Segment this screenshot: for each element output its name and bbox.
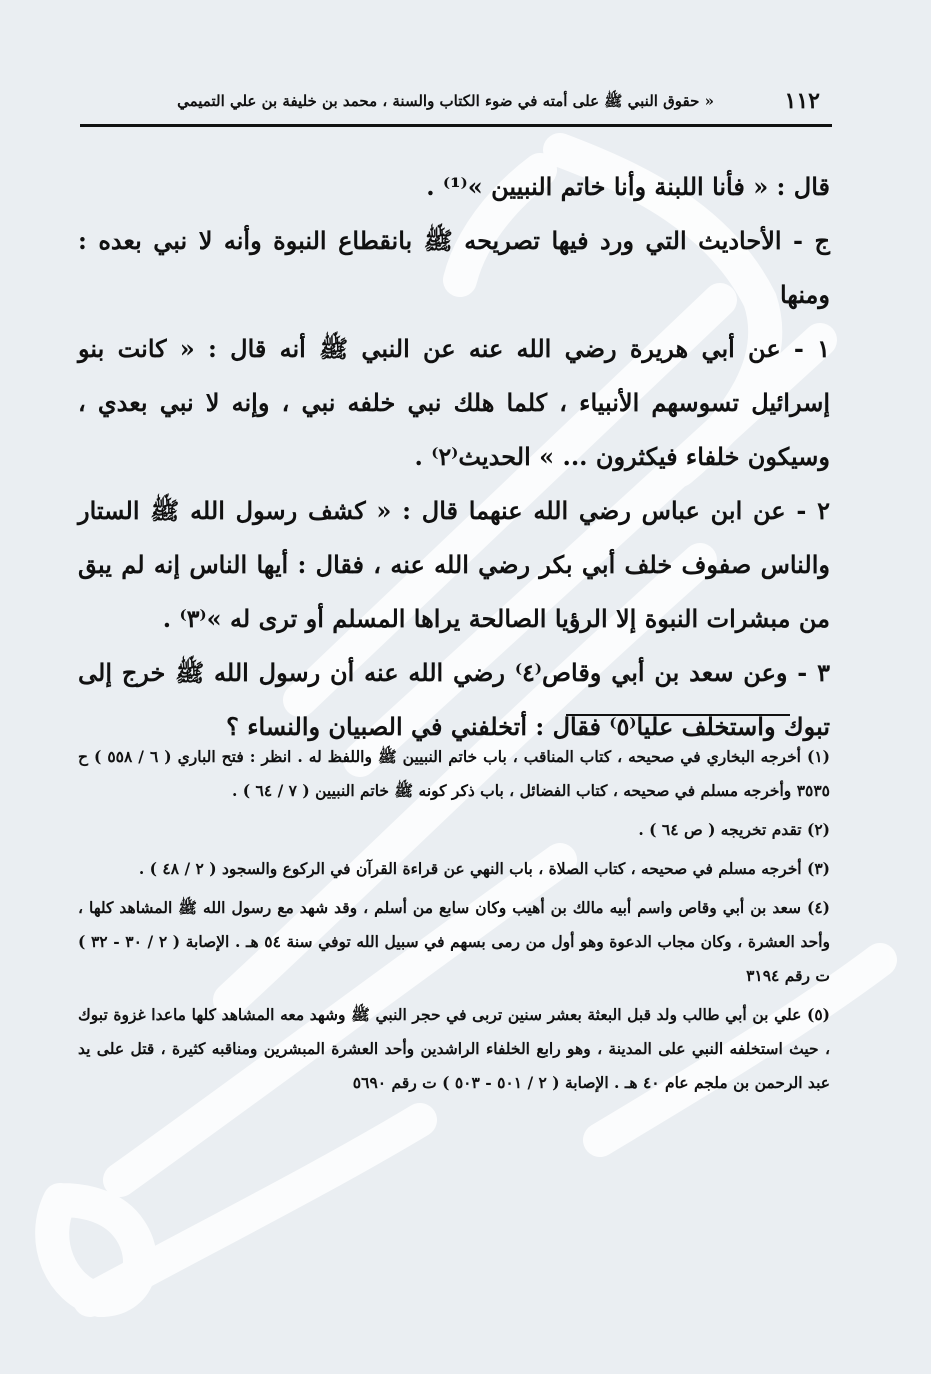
paragraph: قال : « فأنا اللبنة وأنا خاتم النبيين »⁽¹⁾ . xyxy=(426,172,830,201)
footnote-separator xyxy=(566,714,790,716)
footnote-2: (٢) تقدم تخريجه ( ص ٦٤ ) . xyxy=(638,820,830,839)
page-number: ١١٢ xyxy=(784,88,820,114)
footnote-1: (١) أخرجه البخاري في صحيحه ، كتاب المناقب ، باب خاتم النبيين ﷺ واللفظ له . انظر : فتح الباري ( ٦ / ٥٥٨ ) ح ٣٥٣٥ وأخرجه مسلم في صحيحه ، كتاب الفضائل ، باب ذكر كونه ﷺ خاتم النبيين ( ٧ / ٦٤ ) . xyxy=(78,747,830,800)
footnote-4: (٤) سعد بن أبي وقاص واسم أبيه مالك بن أهيب وكان سابع من أسلم ، وقد شهد مع رسول الله ﷺ المشاهد كلها ، وأحد العشرة ، وكان مجاب الدعوة وهو أول من رمى بسهم في سبيل الله توفي سنة ٥٤ هـ . الإصابة ( ٢ / ٣٠ - ٣٢ ) ت رقم ٣١٩٤ xyxy=(78,898,830,985)
hadith-item-1: ١ - عن أبي هريرة رضي الله عنه عن النبي ﷺ أنه قال : « كانت بنو إسرائيل تسوسهم الأنبياء ، كلما هلك نبي خلفه نبي ، وإنه لا نبي بعدي ، وسيكون خلفاء فيكثرون ... » الحديث⁽٢⁾ . xyxy=(78,334,830,471)
running-header xyxy=(80,86,832,126)
footnotes xyxy=(78,740,830,1105)
running-title: « حقوق النبي ﷺ على أمته في ضوء الكتاب والسنة ، محمد بن خليفة بن علي التميمي xyxy=(177,92,714,110)
main-text xyxy=(78,160,830,754)
paragraph: ج - الأحاديث التي ورد فيها تصريحه ﷺ بانقطاع النبوة وأنه لا نبي بعده : ومنها xyxy=(78,226,831,309)
footnote-3: (٣) أخرجه مسلم في صحيحه ، كتاب الصلاة ، باب النهي عن قراءة القرآن في الركوع والسجود ( ٢ / ٤٨ ) . xyxy=(138,859,830,878)
footnote-5: (٥) علي بن أبي طالب ولد قبل البعثة بعشر سنين تربى في حجر النبي ﷺ وشهد معه المشاهد كلها ماعدا غزوة تبوك ، حيث استخلفه النبي على المدينة ، وهو رابع الخلفاء الراشدين وأحد العشرة المبشرين ومناقبه كثيرة ، قتل على يد عبد الرحمن بن ملجم عام ٤٠ هـ . الإصابة ( ٢ / ٥٠١ - ٥٠٣ ) ت رقم ٥٦٩٠ xyxy=(78,1005,830,1092)
hadith-item-3: ٣ - وعن سعد بن أبي وقاص⁽٤⁾ رضي الله عنه أن رسول الله ﷺ خرج إلى تبوك واستخلف عليا⁽٥⁾ فقال : أتخلفني في الصبيان والنساء ؟ xyxy=(78,658,830,741)
hadith-item-2: ٢ - عن ابن عباس رضي الله عنهما قال : « كشف رسول الله ﷺ الستار والناس صفوف خلف أبي بكر رضي الله عنه ، فقال : أيها الناس إنه لم يبق من مبشرات النبوة إلا الرؤيا الصالحة يراها المسلم أو ترى له »⁽٣⁾ . xyxy=(78,496,830,633)
header-rule xyxy=(80,124,832,127)
